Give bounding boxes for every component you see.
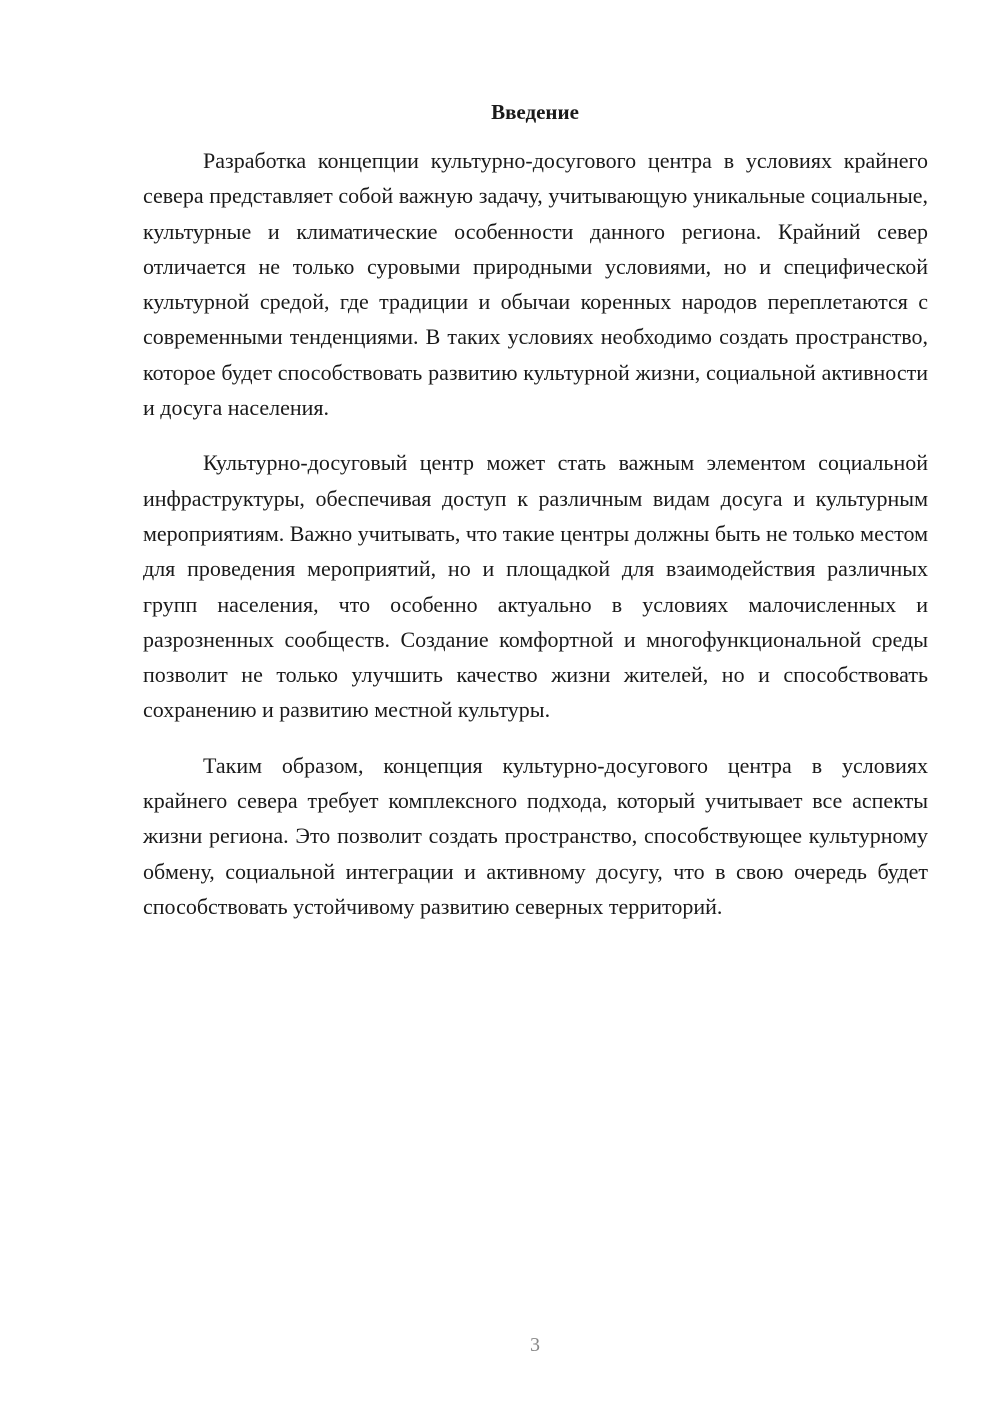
page-number: 3	[530, 1334, 540, 1356]
section-heading: Введение	[491, 100, 579, 124]
paragraph-1: Разработка концепции культурно-досугового центра в условиях крайнего севера представляет собой важную задачу, учитывающую уникальные социальные, культурные и климатические особенности данного региона. Крайний север отличается не только суровыми природными условиями, но и специфической культурной средой, где традиции и обычаи коренных народов переплетаются с современными тенденциями. В таких условиях необходимо создать пространство, которое будет способствовать развитию культурной жизни, социальной активности и досуга населения.	[143, 148, 928, 421]
paragraph-3: Таким образом, концепция культурно-досугового центра в условиях крайнего севера требует комплексного подхода, который учитывает все аспекты жизни региона. Это позволит создать пространство, способствующее культурному обмену, социальной интеграции и активному досугу, что в свою очередь будет способствовать устойчивому развитию северных территорий.	[143, 752, 928, 919]
document-body	[143, 143, 928, 944]
paragraph-2: Культурно-досуговый центр может стать важным элементом социальной инфраструктуры, обеспечивая доступ к различным видам досуга и культурным мероприятиям. Важно учитывать, что такие центры должны быть не только местом для проведения мероприятий, но и площадкой для взаимодействия различных групп населения, что особенно актуально в условиях малочисленных и разрозненных сообществ. Создание комфортной и многофункциональной среды позволит не только улучшить качество жизни жителей, но и способствовать сохранению и развитию местной культуры.	[143, 450, 928, 723]
